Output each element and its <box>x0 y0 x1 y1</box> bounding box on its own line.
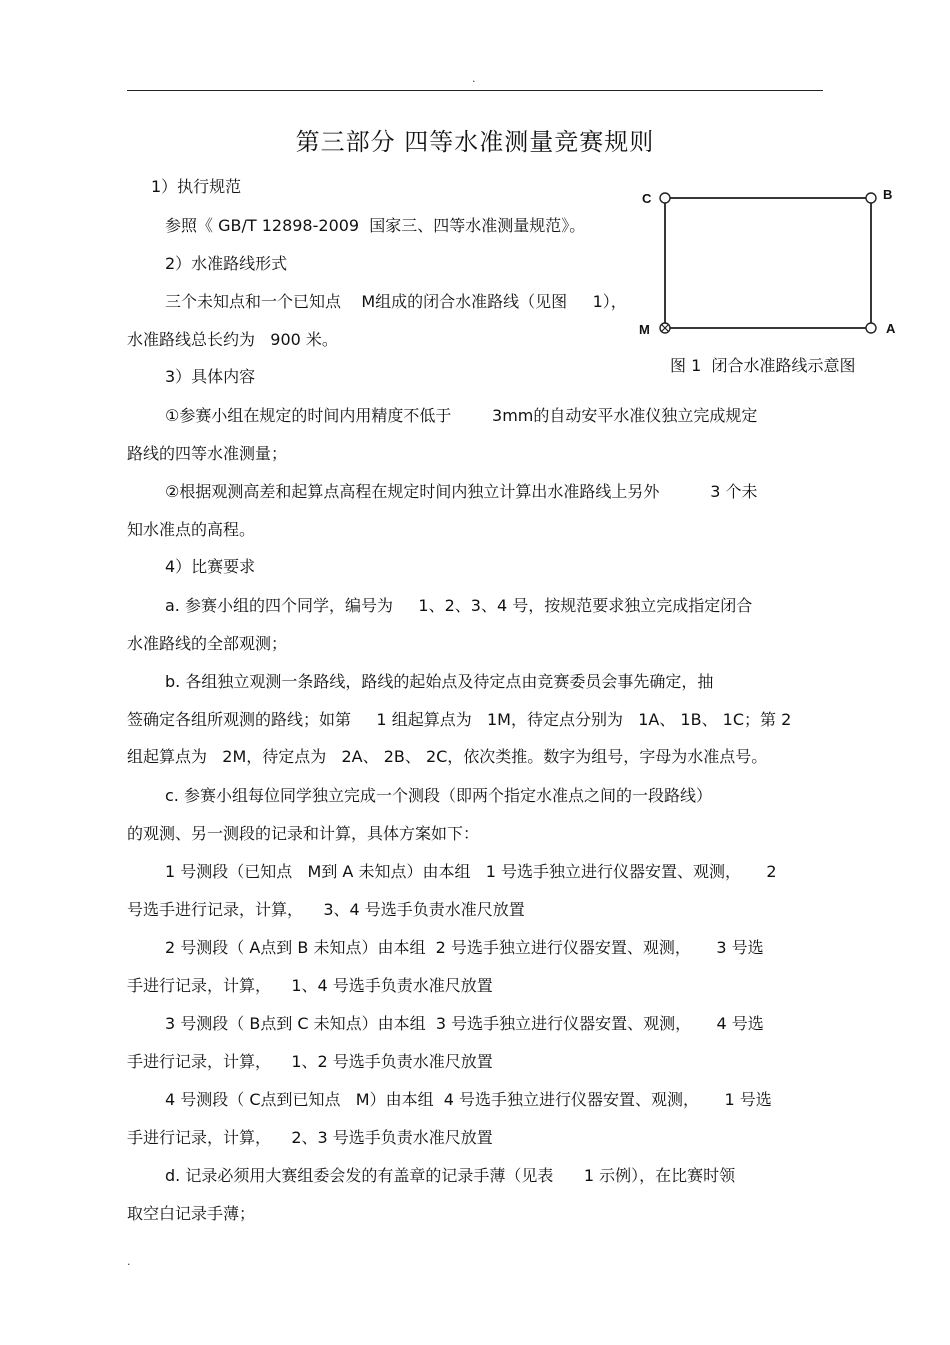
paragraph-line: 3 号测段（ B点到 C 未知点）由本组 3 号选手独立进行仪器安置、观测， 4 号选 <box>165 1014 764 1033</box>
point-c-marker <box>660 193 670 203</box>
paragraph-line: 取空白记录手薄； <box>127 1204 256 1223</box>
figure-caption: 图 1 闭合水准路线示意图 <box>670 356 856 375</box>
paragraph-line: 水准路线总长约为 900 米。 <box>127 330 338 349</box>
header-rule <box>127 90 823 91</box>
paragraph-line: 三个未知点和一个已知点 M组成的闭合水准路线（见图 1）， <box>165 292 627 311</box>
point-m-label: M <box>639 322 650 337</box>
paragraph-line: 知水准点的高程。 <box>127 520 256 539</box>
route-loop <box>665 198 871 328</box>
paragraph-line: 1 号测段（已知点 M到 A 未知点）由本组 1 号选手独立进行仪器安置、观测， 2 <box>165 862 777 881</box>
section-3-heading: 3）具体内容 <box>165 367 256 386</box>
paragraph-line: 手进行记录，计算， 2、3 号选手负责水准尺放置 <box>127 1128 493 1147</box>
paragraph-line: 的观测、另一测段的记录和计算，具体方案如下： <box>127 824 480 843</box>
leveling-route-diagram <box>636 184 906 344</box>
section-2-heading: 2）水准路线形式 <box>165 254 288 273</box>
point-b-marker <box>866 193 876 203</box>
paragraph-line: ①参赛小组在规定的时间内用精度不低于 3mm的自动安平水准仪独立完成规定 <box>165 406 758 425</box>
paragraph-line: d. 记录必须用大赛组委会发的有盖章的记录手薄（见表 1 示例），在比赛时领 <box>165 1166 736 1185</box>
paragraph-line: 组起算点为 2M，待定点为 2A、 2B、 2C，依次类推。数字为组号，字母为水准点号。 <box>127 747 768 766</box>
point-c-label: C <box>642 191 652 206</box>
page-title: 第三部分 四等水准测量竞赛规则 <box>295 128 655 156</box>
paragraph-line: 号选手进行记录，计算， 3、4 号选手负责水准尺放置 <box>127 900 525 919</box>
section-4-heading: 4）比赛要求 <box>165 557 256 576</box>
paragraph-line: 手进行记录，计算， 1、2 号选手负责水准尺放置 <box>127 1052 493 1071</box>
paragraph-line: 2 号测段（ A点到 B 未知点）由本组 2 号选手独立进行仪器安置、观测， 3 号选 <box>165 938 764 957</box>
paragraph-line: b. 各组独立观测一条路线，路线的起始点及待定点由竞赛委员会事先确定，抽 <box>165 672 714 691</box>
paragraph-line: 手进行记录，计算， 1、4 号选手负责水准尺放置 <box>127 976 493 995</box>
paragraph-line: c. 参赛小组每位同学独立完成一个测段（即两个指定水准点之间的一段路线） <box>165 786 712 805</box>
point-m-marker <box>660 323 670 333</box>
paragraph-line: 水准路线的全部观测； <box>127 634 288 653</box>
point-a-marker <box>866 323 876 333</box>
paragraph-line: ②根据观测高差和起算点高程在规定时间内独立计算出水准路线上另外 3 个未 <box>165 482 758 501</box>
point-a-label: A <box>886 321 896 336</box>
section-1-heading: 1）执行规范 <box>151 177 242 196</box>
footer-dot: . <box>127 1255 131 1268</box>
point-b-label: B <box>883 187 893 202</box>
paragraph-line: 4 号测段（ C点到已知点 M）由本组 4 号选手独立进行仪器安置、观测， 1 号选 <box>165 1090 772 1109</box>
header-dot: . <box>472 72 476 85</box>
paragraph-line: 参照《 GB/T 12898-2009 国家三、四等水准测量规范》。 <box>165 216 586 235</box>
paragraph-line: 签确定各组所观测的路线；如第 1 组起算点为 1M，待定点分别为 1A、 1B、 1C；第 2 <box>127 710 792 729</box>
paragraph-line: a. 参赛小组的四个同学，编号为 1、2、3、4 号，按规范要求独立完成指定闭合 <box>165 596 753 615</box>
paragraph-line: 路线的四等水准测量； <box>127 444 288 463</box>
